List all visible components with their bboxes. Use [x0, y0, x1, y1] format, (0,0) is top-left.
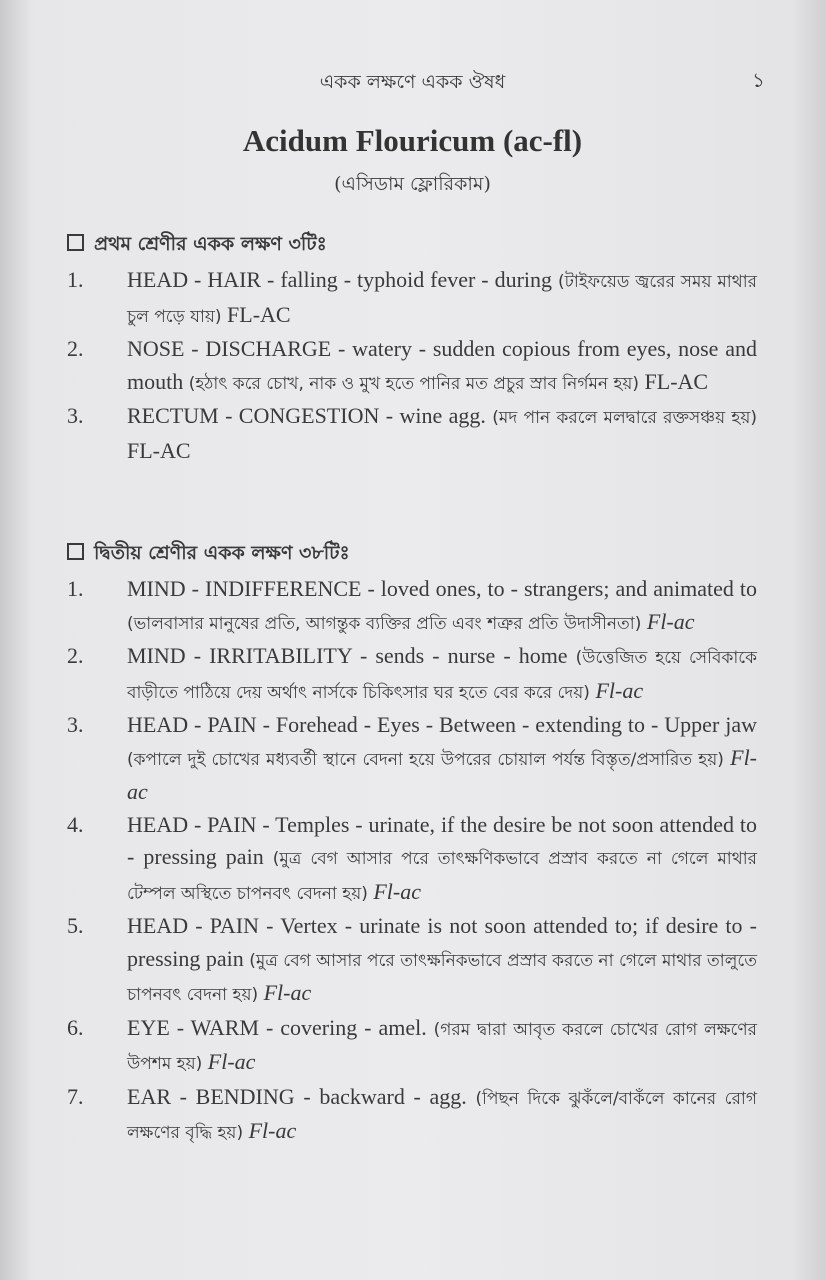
remedy-code: FL-AC	[127, 437, 191, 463]
entry-translation: (ভালবাসার মানুষের প্রতি, আগন্তুক ব্যক্তির প্রতি এবং শত্রুর প্রতি উদাসীনতা)	[127, 613, 642, 634]
symptom-list	[67, 573, 757, 1150]
entry-rubric: RECTUM - CONGESTION - wine agg.	[127, 403, 493, 428]
entry-rubric: HEAD - PAIN - Forehead - Eyes - Between - extending to - Upper jaw	[127, 712, 757, 737]
remedy-code: Fl-ac	[263, 980, 312, 1005]
entry-number: 4.	[67, 811, 84, 837]
remedy-subtitle: (এসিডাম ফ্লোরিকাম)	[334, 173, 491, 195]
remedy-code: Fl-ac	[373, 878, 422, 904]
entry-number: 1.	[67, 576, 84, 601]
checkbox-icon	[67, 234, 84, 251]
entry-number: 2.	[67, 643, 84, 668]
symptom-entry	[67, 809, 757, 911]
section-heading-text: প্রথম শ্রেণীর একক লক্ষণ ৩টিঃ	[94, 233, 327, 255]
symptom-list	[67, 264, 757, 467]
symptom-entry	[67, 264, 757, 333]
entry-rubric: HEAD - PAIN - Temples - urinate, if the desire be not soon attended to - pressing pain	[127, 811, 757, 869]
entry-translation: (উত্তেজিত হয়ে সেবিকাকে বাড়ীতে পাঠিয়ে দেয় অর্থাৎ নার্সকে চিকিৎসার ঘর হতে বের করে দেয়)	[127, 648, 757, 703]
entry-rubric: MIND - IRRITABILITY - sends - nurse - home	[127, 643, 576, 668]
entry-translation: (কপালে দুই চোখের মধ্যবর্তী স্থানে বেদনা হয়ে উপরের চোয়াল পর্যন্ত বিস্তৃত/প্রসারিত হয়)	[127, 749, 724, 770]
section-heading	[67, 537, 757, 569]
entry-rubric: HEAD - PAIN - Vertex - urinate is not soon attended to; if desire to - pressing pain	[127, 913, 757, 971]
section-heading-text: দ্বিতীয় শ্রেণীর একক লক্ষণ ৩৮টিঃ	[94, 542, 350, 564]
symptom-entry	[67, 640, 757, 709]
entry-rubric: NOSE - DISCHARGE - watery - sudden copious from eyes, nose and mouth	[127, 336, 757, 394]
remedy-code: Fl-ac	[207, 1049, 256, 1074]
entry-translation: (মদ পান করলে মলদ্বারে রক্তসঞ্চয় হয়)	[492, 408, 758, 428]
remedy-code: FL-AC	[644, 368, 709, 394]
section-second-grade	[67, 537, 757, 1150]
entry-number: 3.	[67, 403, 84, 428]
symptom-entry	[67, 910, 757, 1012]
entry-translation: (পিছন দিকে ঝুকঁলে/বাকঁলে কানের রোগ লক্ষণের বৃদ্ধি হয়)	[127, 1088, 757, 1143]
entry-number: 7.	[67, 1083, 84, 1109]
symptom-entry	[67, 709, 757, 809]
remedy-code: Fl-ac	[646, 608, 695, 634]
entry-rubric: EAR - BENDING - backward - agg.	[127, 1083, 476, 1109]
entry-rubric: HEAD - HAIR - falling - typhoid fever - during	[127, 267, 558, 292]
running-header	[0, 64, 825, 94]
symptom-entry	[67, 1081, 757, 1150]
entry-translation: (মুত্র বেগ আসার পরে তাৎক্ষনিকভাবে প্রস্রাব করতে না গেলে মাথার তালুতে চাপনবৎ বেদনা হয়)	[127, 950, 757, 1005]
entry-number: 3.	[67, 712, 84, 737]
entry-translation: (টাইফয়েড জ্বরের সময় মাথার চুল পড়ে যায়)	[127, 272, 757, 327]
entry-translation: (হঠাৎ করে চোখ, নাক ও মুখ হতে পানির মত প্রচুর স্রাব নির্গমন হয়)	[188, 373, 640, 394]
checkbox-icon	[67, 543, 84, 560]
running-title: একক লক্ষণে একক ঔষধ	[319, 71, 506, 93]
section-heading	[67, 228, 757, 260]
remedy-code: Fl-ac	[127, 744, 758, 804]
remedy-code: Fl-ac	[595, 677, 644, 703]
entry-number: 6.	[67, 1014, 84, 1040]
remedy-code: Fl-ac	[248, 1118, 297, 1143]
page-number: ১	[752, 68, 765, 92]
remedy-title: Acidum Flouricum (ac-fl)	[242, 123, 583, 158]
symptom-entry	[67, 1012, 757, 1081]
entry-number: 5.	[67, 913, 84, 938]
symptom-entry	[67, 333, 757, 400]
entry-rubric: MIND - INDIFFERENCE - loved ones, to - strangers; and animated to	[127, 576, 757, 601]
entry-translation: (মুত্র বেগ আসার পরে তাৎক্ষণিকভাবে প্রস্রাব করতে না গেলে মাথার টেম্পল অস্থিতে চাপনবৎ বেদনা হয়)	[127, 849, 758, 904]
entry-translation: (গরম দ্বারা আবৃত করলে চোখের রোগ লক্ষণের উপশম হয়)	[127, 1019, 757, 1074]
entry-number: 1.	[67, 267, 84, 292]
entry-number: 2.	[67, 336, 84, 361]
entry-rubric: EYE - WARM - covering - amel.	[127, 1014, 434, 1040]
section-first-grade	[67, 228, 757, 467]
symptom-entry	[67, 400, 757, 467]
remedy-code: FL-AC	[227, 301, 291, 327]
symptom-entry	[67, 573, 757, 640]
